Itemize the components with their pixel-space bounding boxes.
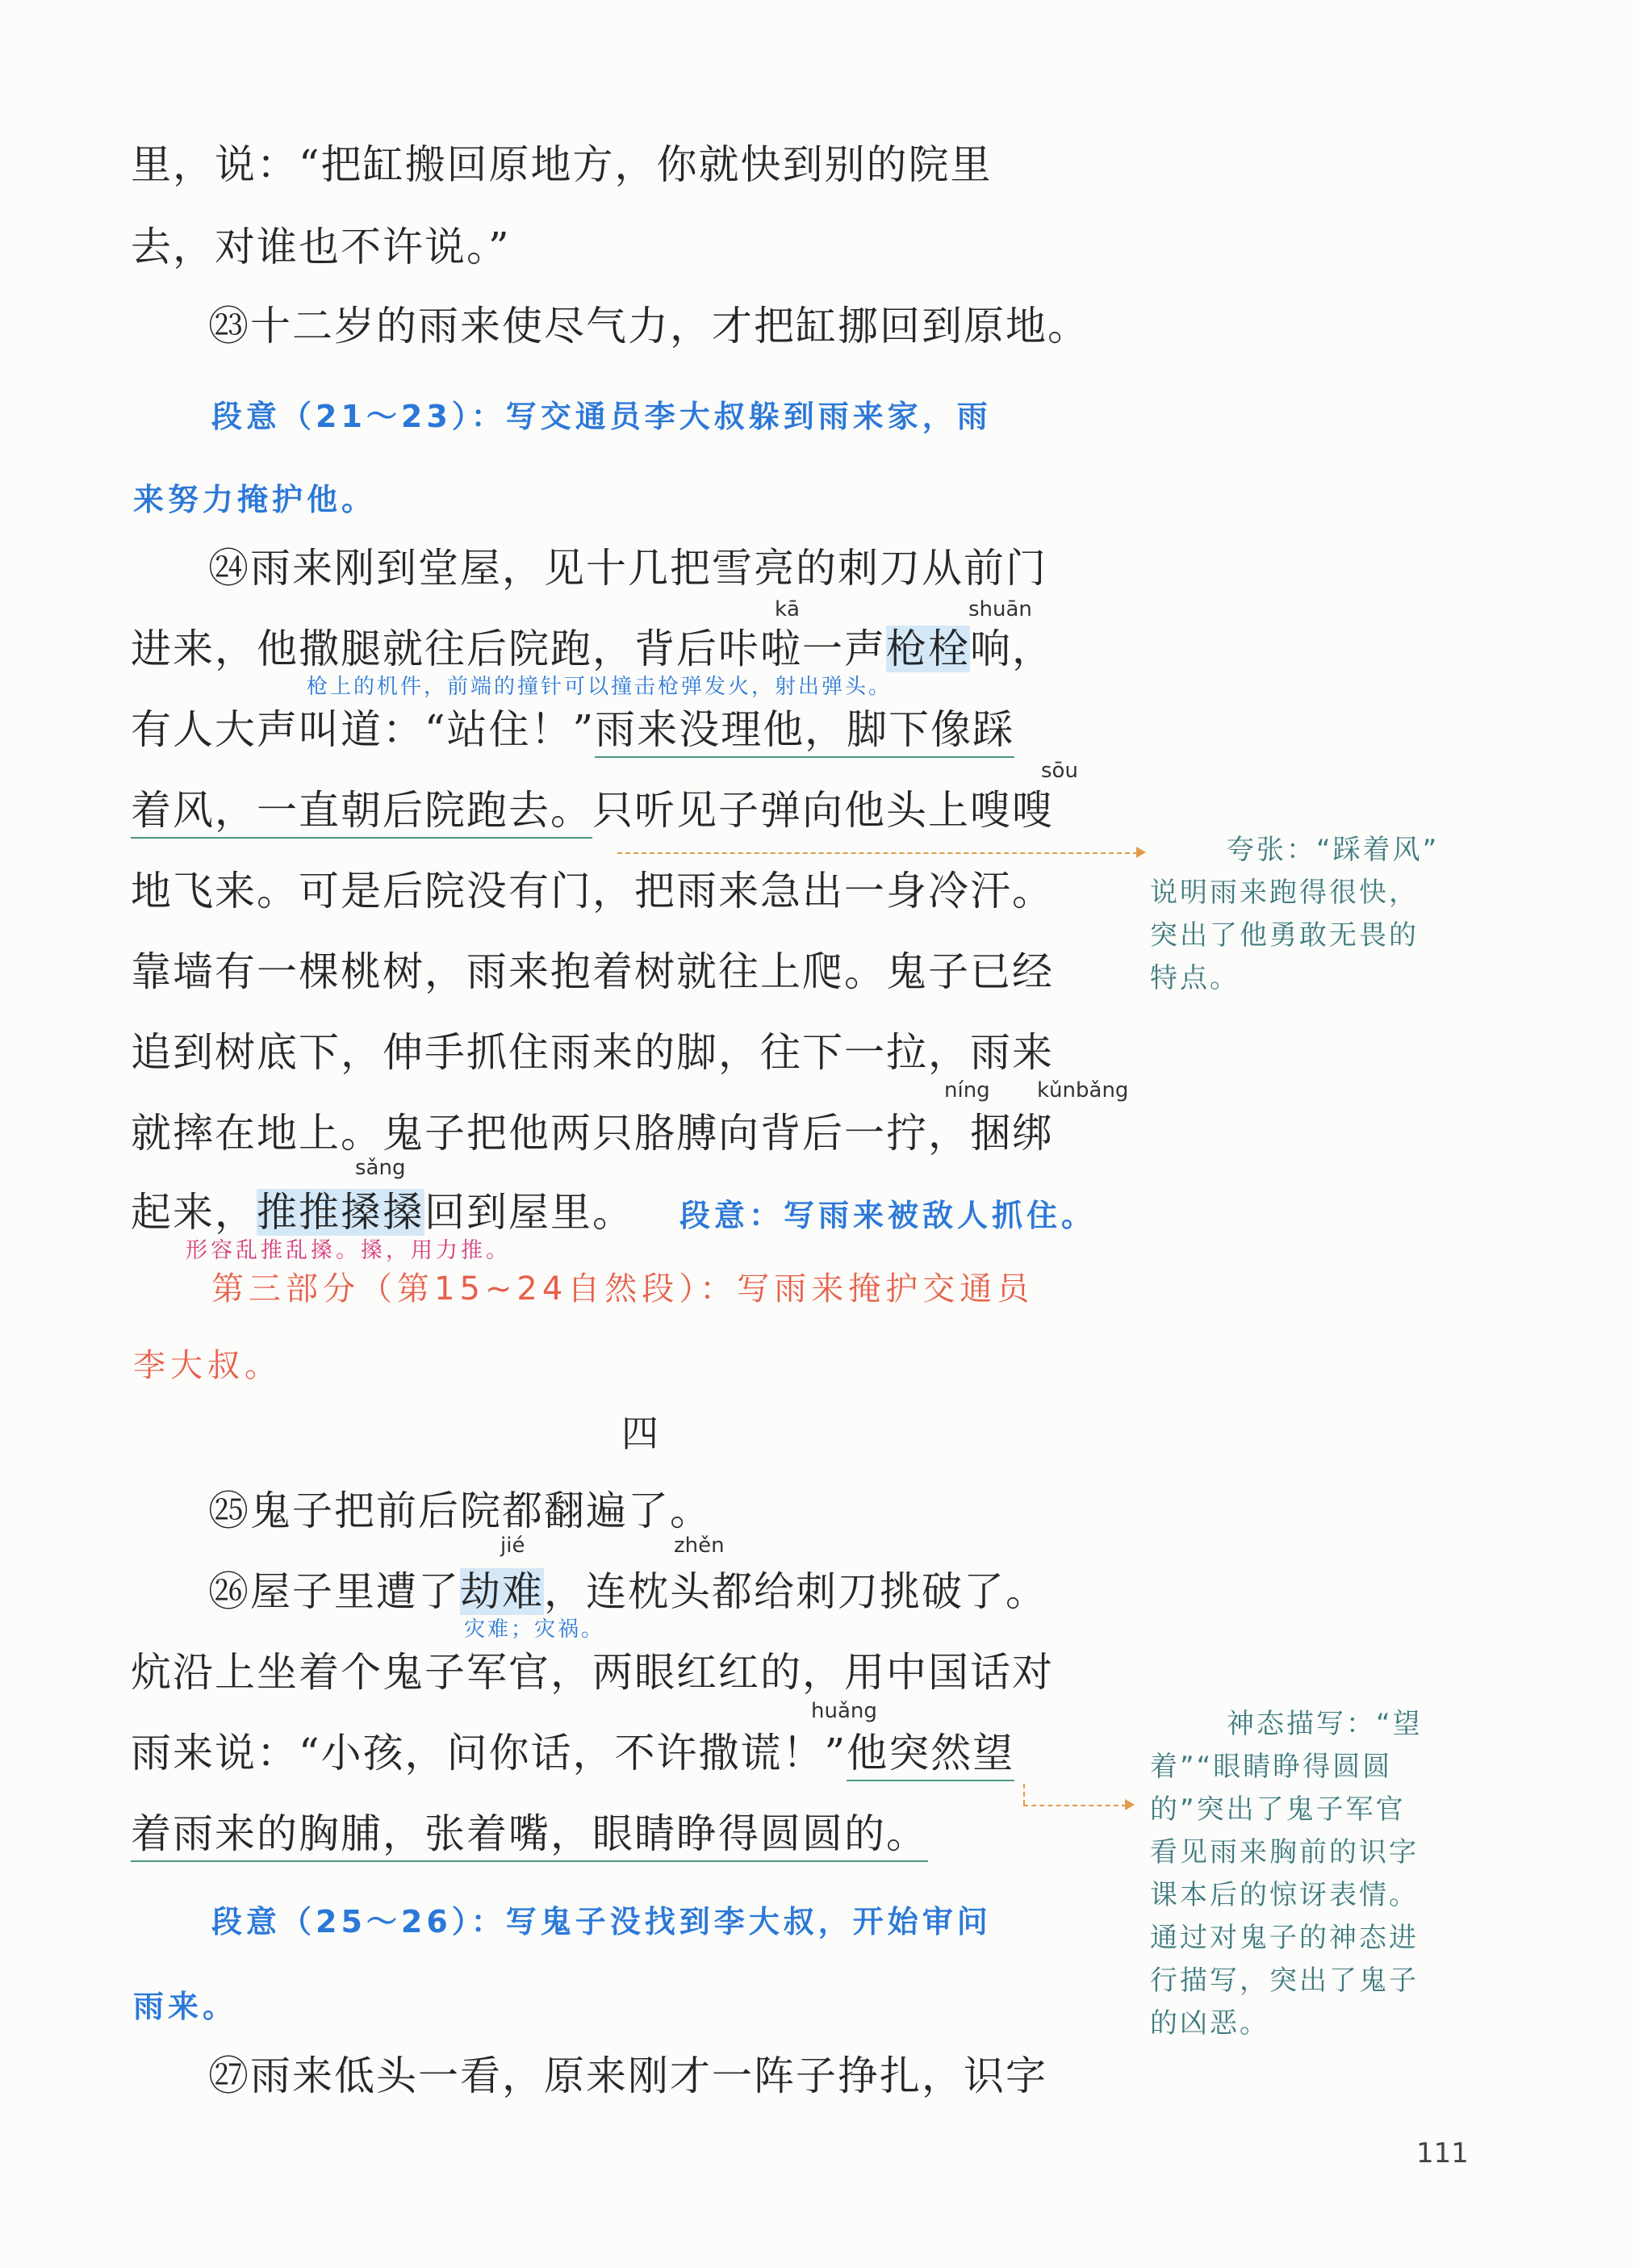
paragraph-26 xyxy=(208,1566,1209,1617)
text-segment: 进来，他撒腿就往后院跑，背后咔啦一声 xyxy=(131,626,886,672)
paragraph-25: ㉕鬼子把前后院都翻遍了。 xyxy=(208,1488,712,1534)
text-line: 靠墙有一棵桃树，雨来抱着树就往上爬。鬼子已经 xyxy=(131,948,1054,995)
text-segment: 响， xyxy=(970,626,1054,672)
side-note-line: 特点。 xyxy=(1150,962,1240,994)
text-segment: 起来， xyxy=(131,1189,257,1236)
highlighted-word-disaster: 劫难 xyxy=(460,1568,544,1615)
text-line: 追到树底下，伸手抓住雨来的脚，往下一拉，雨来 xyxy=(131,1029,1054,1076)
side-note-line: 行描写，突出了鬼子 xyxy=(1150,1965,1419,1997)
pinyin-huang: huǎng xyxy=(811,1699,877,1723)
side-note-line: 突出了他勇敢无畏的 xyxy=(1150,919,1419,952)
side-note-line: 夸张：“踩着风” xyxy=(1227,834,1440,866)
text-line xyxy=(131,1808,1131,1860)
text-line: 地飞来。可是后院没有门，把雨来急出一身冷汗。 xyxy=(131,868,1054,914)
side-note-line: 神态描写：“望 xyxy=(1227,1708,1423,1740)
underlined-sentence: 着风，一直朝后院跑去。 xyxy=(131,787,592,839)
underlined-sentence: 着雨来的胸脯，张着嘴，眼睛睁得圆圆的。 xyxy=(131,1810,928,1862)
side-note-exaggeration xyxy=(1150,829,1489,1000)
gun-bolt-definition: 枪上的机件，前端的撞针可以撞击枪弹发火，射出弹头。 xyxy=(307,675,893,699)
underlined-sentence: 他突然望 xyxy=(847,1730,1014,1781)
text-line: 里，说：“把缸搬回原地方，你就快到别的院里 xyxy=(131,141,993,188)
dashed-arrow xyxy=(617,852,1138,854)
side-note-line: 的凶恶。 xyxy=(1150,2007,1269,2040)
pinyin-ning: níng xyxy=(944,1078,990,1103)
text-line xyxy=(131,785,1131,836)
part-three-summary: 第三部分（第15~24自然段）：写雨来掩护交通员 xyxy=(211,1270,1035,1308)
paragraph-summary-25-26: 段意（25～26）：写鬼子没找到李大叔，开始审问 xyxy=(211,1904,992,1940)
page-number: 111 xyxy=(1416,2137,1469,2170)
text-line xyxy=(131,623,1131,675)
part-three-summary-cont: 李大叔。 xyxy=(133,1347,282,1384)
text-segment: 雨来说：“小孩，问你话，不许撒谎！” xyxy=(131,1730,847,1776)
text-line: 炕沿上坐着个鬼子军官，两眼红红的，用中国话对 xyxy=(131,1649,1054,1696)
side-note-line: 看见雨来胸前的识字 xyxy=(1150,1836,1419,1868)
text-line: 就摔在地上。鬼子把他两只胳膊向背后一拧，捆绑 xyxy=(131,1110,1054,1157)
underlined-sentence: 雨来没理他，脚下像踩 xyxy=(595,706,1014,758)
dashed-arrow-vertical xyxy=(1023,1784,1025,1805)
dashed-arrow xyxy=(1023,1805,1127,1806)
paragraph-summary-25-26-cont: 雨来。 xyxy=(133,1989,238,2024)
text-line xyxy=(131,704,1131,755)
side-note-line: 着”“眼睛睁得圆圆 xyxy=(1150,1751,1393,1783)
side-note-line: 课本后的惊讶表情。 xyxy=(1150,1879,1419,1911)
shove-definition: 形容乱推乱搡。搡，用力推。 xyxy=(186,1238,511,1263)
side-note-line: 说明雨来跑得很快， xyxy=(1150,877,1419,909)
text-segment: 有人大声叫道：“站住！” xyxy=(131,706,596,753)
paragraph-summary-24: 段意：写雨来被敌人抓住。 xyxy=(679,1198,1097,1233)
pinyin-sang: sǎng xyxy=(355,1156,406,1180)
arrow-head-icon xyxy=(1136,847,1146,858)
text-segment: ，连枕头都给刺刀挑破了。 xyxy=(544,1568,1047,1615)
text-segment: ㉖屋子里遭了 xyxy=(208,1568,460,1615)
disaster-definition: 灾难；灾祸。 xyxy=(464,1617,605,1642)
side-note-expression xyxy=(1150,1703,1489,2045)
pinyin-jie: jié xyxy=(500,1534,525,1558)
text-segment: 只听见子弹向他头上嗖嗖 xyxy=(592,787,1054,834)
pinyin-zhen: zhěn xyxy=(674,1534,725,1558)
paragraph-summary-21-23-cont: 来努力掩护他。 xyxy=(133,482,377,517)
pinyin-ka: kā xyxy=(775,597,800,621)
side-note-line: 通过对鬼子的神态进 xyxy=(1150,1922,1419,1954)
text-line: 去，对谁也不许说。” xyxy=(131,224,511,270)
highlighted-word-gun-bolt: 枪栓 xyxy=(886,626,970,672)
paragraph-summary-21-23: 段意（21～23）：写交通员李大叔躲到雨来家，雨 xyxy=(211,399,992,434)
paragraph-24: ㉔雨来刚到堂屋，见十几把雪亮的刺刀从前门 xyxy=(208,545,1047,592)
pinyin-sou: sōu xyxy=(1041,759,1078,783)
text-segment: 回到屋里。 xyxy=(424,1189,634,1236)
pinyin-kunbang: kǔnbǎng xyxy=(1037,1078,1129,1103)
side-note-line: 的”突出了鬼子军官 xyxy=(1150,1793,1406,1826)
highlighted-word-shove: 推推搡搡 xyxy=(257,1189,424,1236)
paragraph-23: ㉓十二岁的雨来使尽气力，才把缸挪回到原地。 xyxy=(208,303,1089,349)
paragraph-27: ㉗雨来低头一看，原来刚才一阵子挣扎，识字 xyxy=(208,2052,1047,2099)
text-line xyxy=(131,1727,1131,1779)
pinyin-shuan: shuān xyxy=(968,597,1032,621)
section-number: 四 xyxy=(621,1412,659,1455)
